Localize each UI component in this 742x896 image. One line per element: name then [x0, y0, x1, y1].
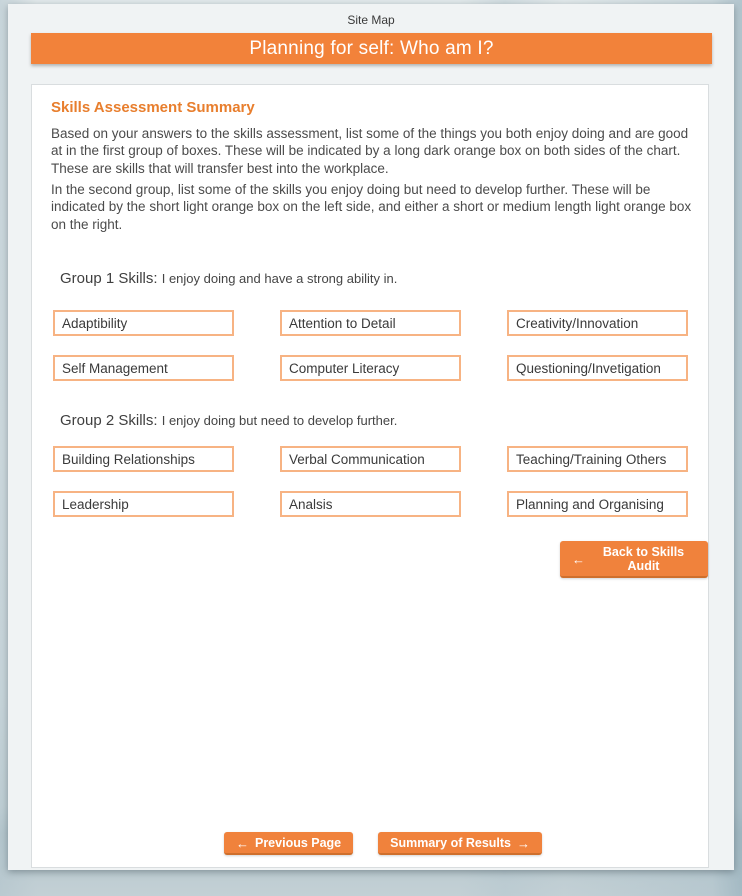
skill-input-group2-3[interactable] — [507, 446, 688, 472]
back-to-skills-audit-label: Back to Skills Audit — [602, 545, 685, 573]
content-card — [31, 84, 709, 868]
group2-title: Group 2 Skills: — [60, 412, 158, 429]
previous-page-label: Previous Page — [254, 836, 342, 850]
instructions-paragraph-2: In the second group, list some of the skills you enjoy doing but need to develop further. These will be indicated by the short light orange box on the left side, and either a short or medium length light orange box on the right. — [51, 182, 692, 232]
skill-input-group2-6[interactable] — [507, 491, 688, 517]
instructions-paragraph-1: Based on your answers to the skills assessment, list some of the things you both enjoy doing and are good at in the first group of boxes. These will be indicated by a long dark orange box on both sides of the chart. These are skills that will transfer best into the workplace. — [51, 126, 689, 176]
bottom-navigation — [45, 832, 721, 855]
arrow-left-icon: ← — [235, 835, 249, 851]
summary-of-results-button[interactable] — [378, 832, 542, 855]
skill-input-group1-4[interactable] — [53, 355, 234, 381]
arrow-right-icon: → — [517, 835, 531, 851]
skill-input-group2-4[interactable] — [53, 491, 234, 517]
skill-input-group2-2[interactable] — [280, 446, 461, 472]
skill-input-group1-3[interactable] — [507, 310, 688, 336]
skill-input-group2-5[interactable] — [280, 491, 461, 517]
group2-description: I enjoy doing but need to develop further. — [161, 413, 398, 428]
group1-title: Group 1 Skills: — [60, 270, 158, 287]
skill-input-group1-6[interactable] — [507, 355, 688, 381]
group1-label — [60, 270, 397, 287]
skill-input-group1-1[interactable] — [53, 310, 234, 336]
skill-input-group1-2[interactable] — [280, 310, 461, 336]
previous-page-button[interactable] — [224, 832, 353, 855]
back-to-skills-audit-button[interactable] — [560, 541, 708, 578]
page-background — [8, 4, 734, 870]
arrow-left-icon: ← — [572, 551, 585, 567]
site-map-link[interactable]: Site Map — [347, 13, 395, 27]
skill-input-group2-1[interactable] — [53, 446, 234, 472]
group1-description: I enjoy doing and have a strong ability in. — [161, 271, 398, 286]
group2-label — [60, 412, 397, 429]
page-title: Planning for self: Who am I? — [31, 33, 712, 64]
section-heading: Skills Assessment Summary — [51, 99, 255, 116]
skill-input-group1-5[interactable] — [280, 355, 461, 381]
summary-of-results-label: Summary of Results — [390, 836, 512, 850]
